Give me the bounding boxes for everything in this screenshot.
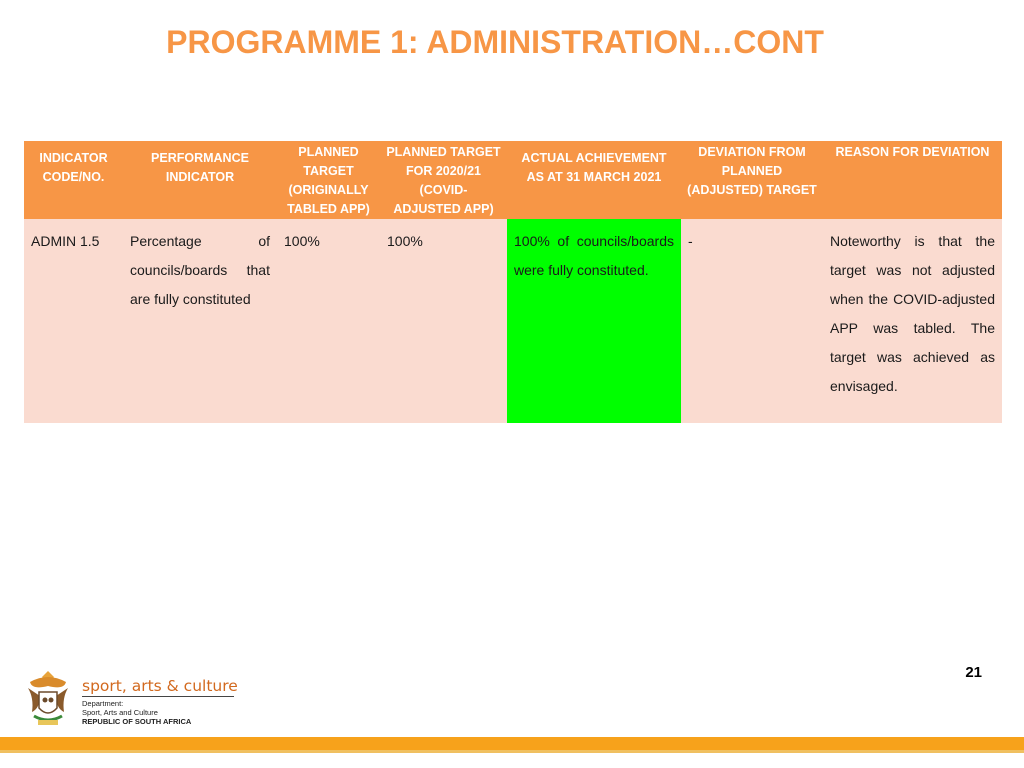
cell-actual-achievement: 100% of councils/boards were fully constituted. xyxy=(507,219,681,423)
header-planned-original: PLANNED TARGET (ORIGINALLY TABLED APP) xyxy=(277,141,380,219)
dept-line-2: Sport, Arts and Culture xyxy=(82,708,158,717)
coat-of-arms-icon xyxy=(24,668,72,730)
header-planned-adjusted: PLANNED TARGET FOR 2020/21 (COVID-ADJUSTED APP) xyxy=(380,141,507,219)
cell-planned-adjusted: 100% xyxy=(380,219,507,423)
page-number: 21 xyxy=(965,664,982,681)
table-header-row xyxy=(24,141,1002,219)
header-reason: REASON FOR DEVIATION xyxy=(823,141,1002,219)
dept-line-3: REPUBLIC OF SOUTH AFRICA xyxy=(82,717,192,726)
cell-indicator-code: ADMIN 1.5 xyxy=(24,219,123,423)
cell-planned-original: 100% xyxy=(277,219,380,423)
performance-table xyxy=(24,141,1002,423)
header-actual-achievement: ACTUAL ACHIEVEMENT AS AT 31 MARCH 2021 xyxy=(507,141,681,219)
cell-reason: Noteworthy is that the target was not adjusted when the COVID-adjusted APP was tabled. The target was achieved as envisaged. xyxy=(823,219,1002,423)
header-deviation: DEVIATION FROM PLANNED (ADJUSTED) TARGET xyxy=(681,141,823,219)
brand-divider xyxy=(82,696,234,697)
department-logo xyxy=(24,668,244,732)
cell-performance-indicator: Percentage of councils/boards that are fully constituted xyxy=(123,219,277,423)
cell-deviation: - xyxy=(681,219,823,423)
table-row xyxy=(24,219,1002,423)
page-title: PROGRAMME 1: ADMINISTRATION…CONT xyxy=(166,24,824,60)
department-text xyxy=(82,699,191,726)
header-performance-indicator: PERFORMANCE INDICATOR xyxy=(123,141,277,219)
footer-bar xyxy=(0,737,1024,750)
brand-wordmark: sport, arts & culture xyxy=(82,677,238,695)
footer-bar-accent xyxy=(0,750,1024,753)
header-indicator-code: INDICATOR CODE/NO. xyxy=(24,141,123,219)
dept-line-1: Department: xyxy=(82,699,124,708)
